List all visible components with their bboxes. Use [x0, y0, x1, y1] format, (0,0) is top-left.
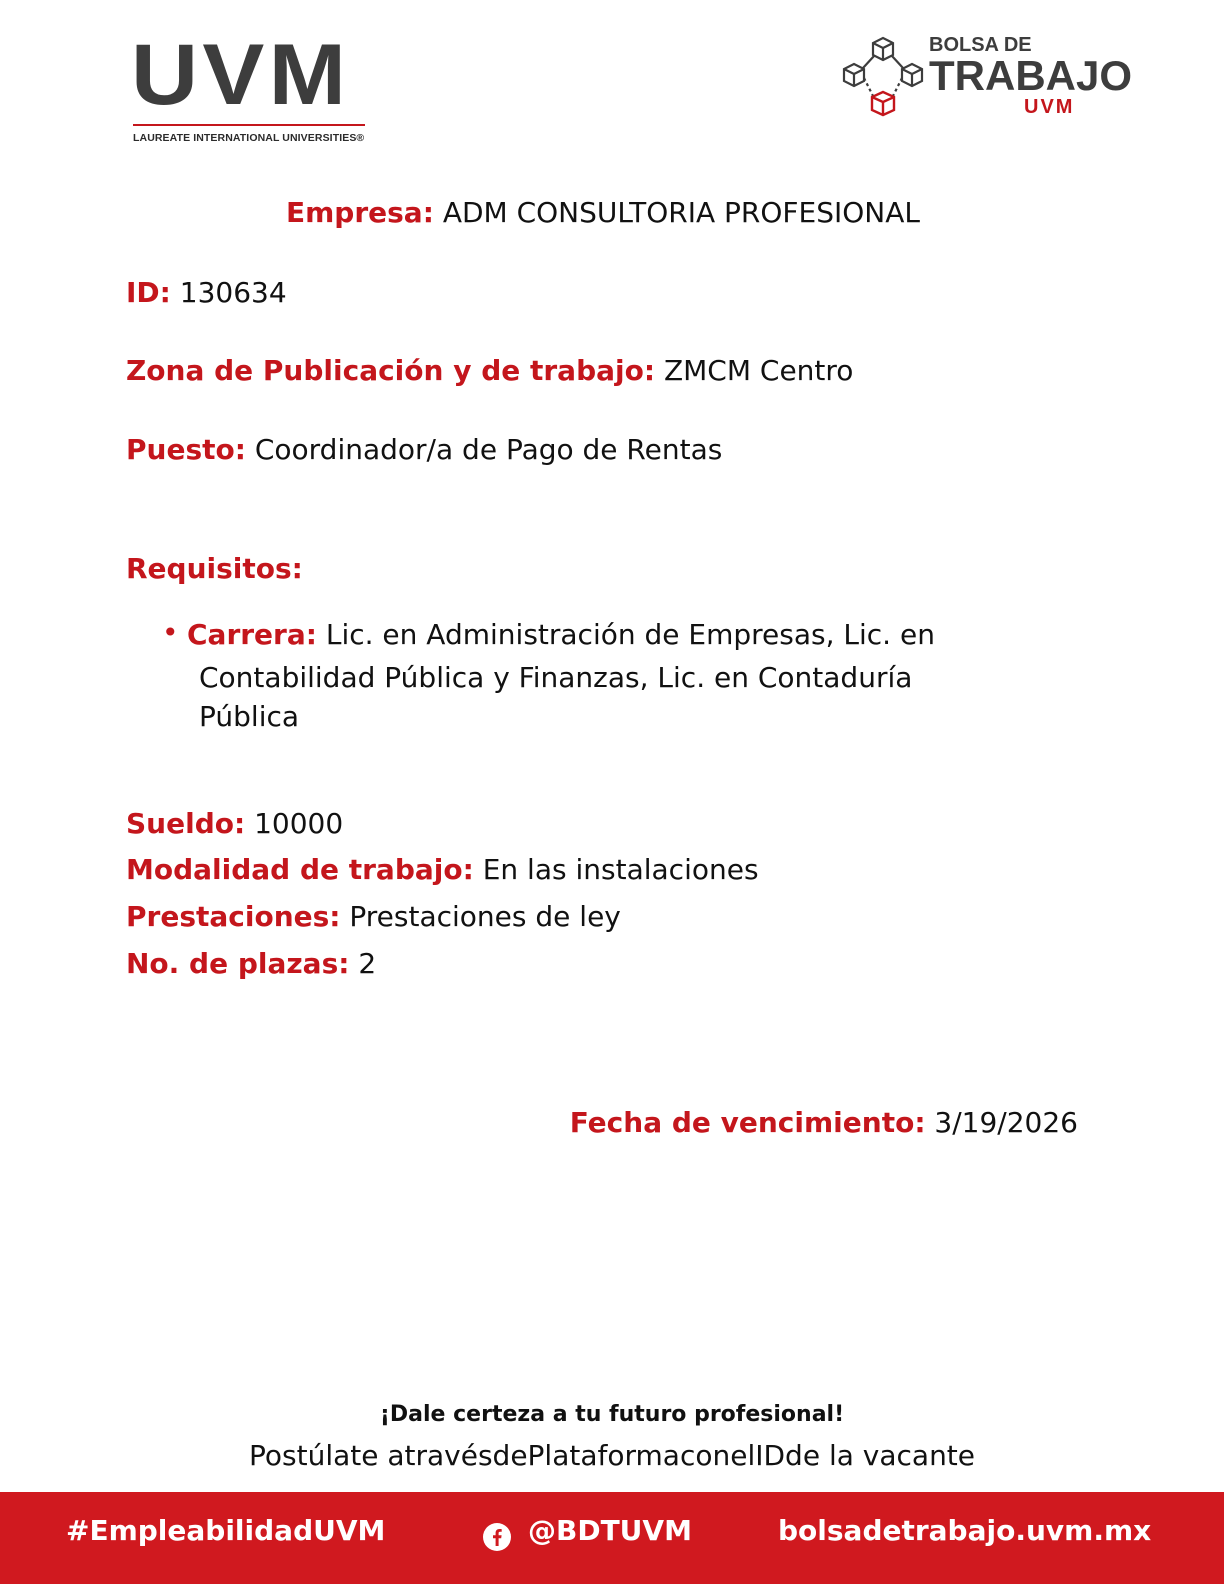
prestaciones-value: Prestaciones de ley	[349, 900, 621, 933]
plazas-label: No. de plazas:	[126, 947, 350, 980]
empresa-value: ADM CONSULTORIA PROFESIONAL	[442, 196, 920, 229]
carrera-line2: Contabilidad Pública y Finanzas, Lic. en Contaduría	[199, 661, 913, 694]
facebook-icon	[482, 1522, 512, 1552]
prestaciones-label: Prestaciones:	[126, 900, 341, 933]
cubes-network-icon	[840, 34, 926, 120]
vencimiento-value: 3/19/2026	[934, 1106, 1078, 1139]
sueldo-label: Sueldo:	[126, 807, 246, 840]
prestaciones-row	[126, 900, 621, 934]
vencimiento-label: Fecha de vencimiento:	[569, 1106, 926, 1139]
footer-band	[0, 1492, 1224, 1584]
slogan: ¡Dale certeza a tu futuro profesional!	[379, 1402, 845, 1427]
modalidad-row	[126, 853, 759, 887]
puesto-label: Puesto:	[126, 433, 246, 466]
plazas-value: 2	[358, 947, 377, 980]
zona-value: ZMCM Centro	[663, 354, 854, 387]
zona-label: Zona de Publicación y de trabajo:	[126, 354, 656, 387]
empresa-row	[0, 196, 1206, 230]
uvm-logo-subtitle: LAUREATE INTERNATIONAL UNIVERSITIES®	[133, 132, 365, 144]
requisitos-heading	[126, 552, 303, 586]
uvm-logo	[131, 27, 368, 144]
bullet-dot: •	[162, 616, 179, 649]
footer-website-link[interactable]: bolsadetrabajo.uvm.mx	[778, 1514, 1152, 1547]
vencimiento-row	[570, 1106, 1078, 1140]
bolsa-logo-line3: UVM	[1024, 96, 1075, 118]
id-row	[126, 276, 287, 310]
footer-social-handle[interactable]: @BDTUVM	[528, 1514, 692, 1547]
apply-instruction: Postúlate atravésdePlataformaconelIDde la vacante	[248, 1439, 976, 1472]
sueldo-value: 10000	[254, 807, 344, 840]
bolsa-logo-line2: TRABAJO	[929, 52, 1133, 99]
requisitos-label: Requisitos:	[126, 552, 303, 585]
carrera-line3: Pública	[199, 700, 300, 733]
modalidad-label: Modalidad de trabajo:	[126, 853, 474, 886]
sueldo-row	[126, 807, 343, 841]
uvm-logo-text: UVM	[131, 27, 351, 123]
modalidad-value: En las instalaciones	[482, 853, 759, 886]
carrera-line1: Lic. en Administración de Empresas, Lic. en	[325, 618, 935, 651]
plazas-row	[126, 947, 376, 981]
carrera-item	[187, 613, 1027, 738]
empresa-label: Empresa:	[286, 196, 434, 229]
bolsa-logo-line1: BOLSA DE	[929, 34, 1032, 56]
puesto-value: Coordinador/a de Pago de Rentas	[254, 433, 723, 466]
carrera-label: Carrera:	[187, 618, 317, 651]
bolsa-de-trabajo-logo	[840, 34, 1133, 124]
puesto-row	[126, 433, 722, 467]
id-value: 130634	[179, 276, 287, 309]
zona-row	[126, 354, 853, 388]
footer-hashtag: #EmpleabilidadUVM	[66, 1514, 386, 1547]
id-label: ID:	[126, 276, 171, 309]
uvm-logo-rule	[133, 124, 365, 126]
